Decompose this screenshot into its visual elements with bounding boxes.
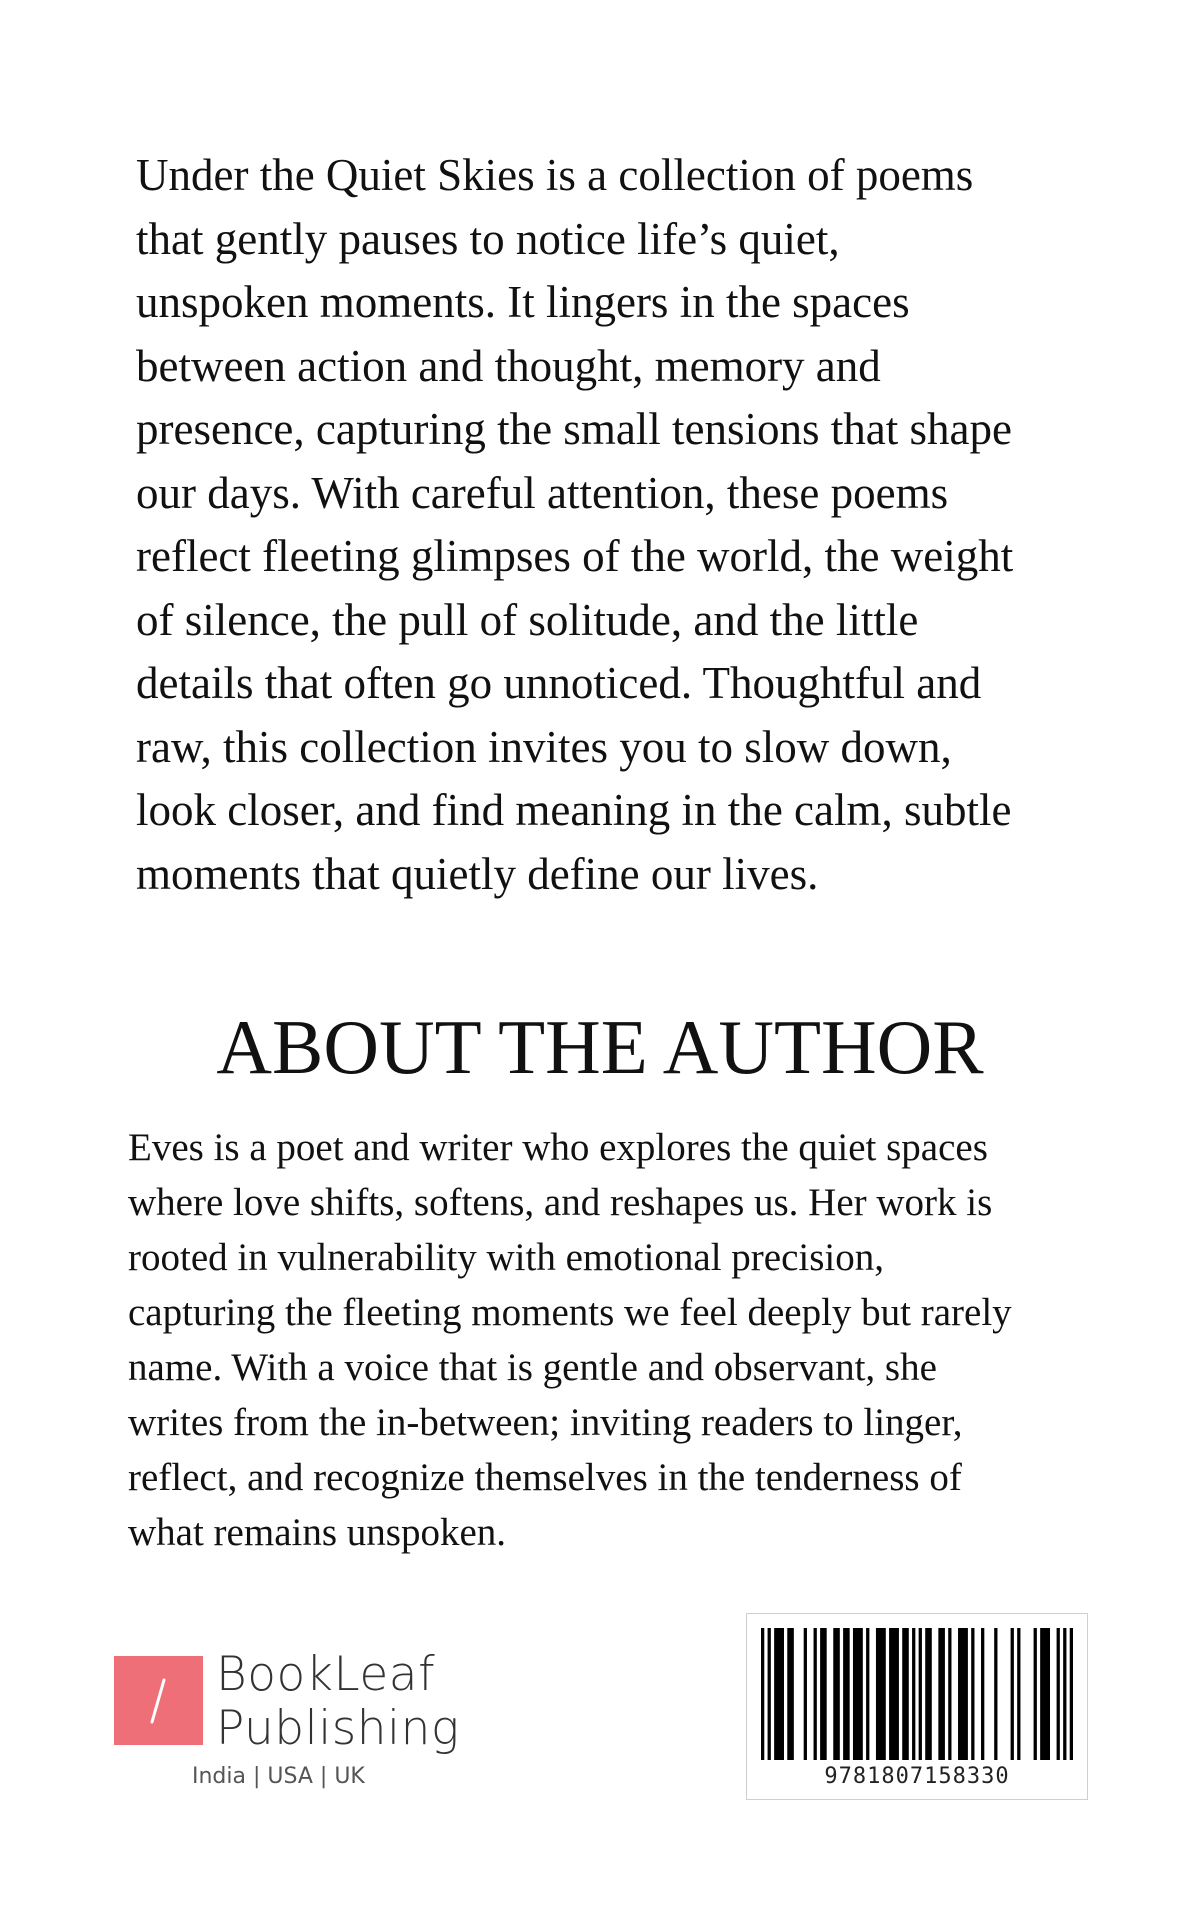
publisher-regions: India | USA | UK <box>192 1764 365 1789</box>
barcode-bar <box>761 1628 764 1760</box>
barcode-bar <box>787 1628 794 1760</box>
publisher-name: BookLeaf Publishing <box>216 1647 460 1756</box>
barcode-bar <box>768 1628 771 1760</box>
barcode-bar <box>1040 1628 1050 1760</box>
barcode-bar <box>804 1628 807 1760</box>
barcode-bar <box>948 1628 951 1760</box>
bookleaf-logo-icon <box>114 1656 203 1745</box>
barcode-bar <box>925 1628 932 1760</box>
barcode-icon <box>761 1628 1073 1760</box>
barcode-bar <box>774 1628 784 1760</box>
publisher-logo <box>114 1648 474 1798</box>
barcode-bar <box>981 1628 984 1760</box>
barcode-bar <box>820 1628 827 1760</box>
barcode-bar <box>1070 1628 1073 1760</box>
book-blurb: Under the Quiet Skies is a collection of poems that gently pauses to notice life’s quiet, unspoken moments. It lingers in the spaces between action and thought, memory and presence, capturing the small tensions that shape our days. With careful attention, these poems reflect fleeting glimpses of the world, the weight of silence, the pull of solitude, and the little details that often go unnoticed. Thoughtful and raw, this collection invites you to slow down, look closer, and find meaning in the calm, subtle moments that quietly define our lives. <box>136 150 1014 899</box>
barcode-bar <box>1017 1628 1020 1760</box>
barcode-bar <box>853 1628 863 1760</box>
slash-mark-icon <box>114 1656 203 1745</box>
barcode-bar <box>843 1628 850 1760</box>
barcode-bar <box>958 1628 968 1760</box>
author-bio: Eves is a poet and writer who explores the quiet spaces where love shifts, softens, and reshapes us. Her work is rooted in vulnerability with emotional precision, capturing the fleeting moments we feel deeply but rarely name. With a voice that is gentle and observant, she writes from the in-between; inviting readers to linger, reflect, and recognize themselves in the tenderness of what remains unspoken. <box>128 1126 1012 1554</box>
barcode-bar <box>938 1628 945 1760</box>
barcode-bar <box>833 1628 840 1760</box>
barcode-bar <box>912 1628 915 1760</box>
barcode-bar <box>1063 1628 1066 1760</box>
barcode-bar <box>814 1628 817 1760</box>
barcode-bar <box>866 1628 869 1760</box>
isbn-number: 9781807158330 <box>824 1764 1010 1789</box>
barcode-bar <box>1057 1628 1060 1760</box>
barcode-bar <box>919 1628 922 1760</box>
barcode-bar <box>971 1628 974 1760</box>
isbn-barcode <box>746 1613 1088 1800</box>
barcode-bar <box>1034 1628 1037 1760</box>
barcode-bar <box>994 1628 997 1760</box>
barcode-bar <box>889 1628 899 1760</box>
barcode-bar <box>902 1628 909 1760</box>
barcode-bar <box>1011 1628 1014 1760</box>
about-author-heading: ABOUT THE AUTHOR <box>216 1004 984 1090</box>
barcode-bar <box>876 1628 886 1760</box>
